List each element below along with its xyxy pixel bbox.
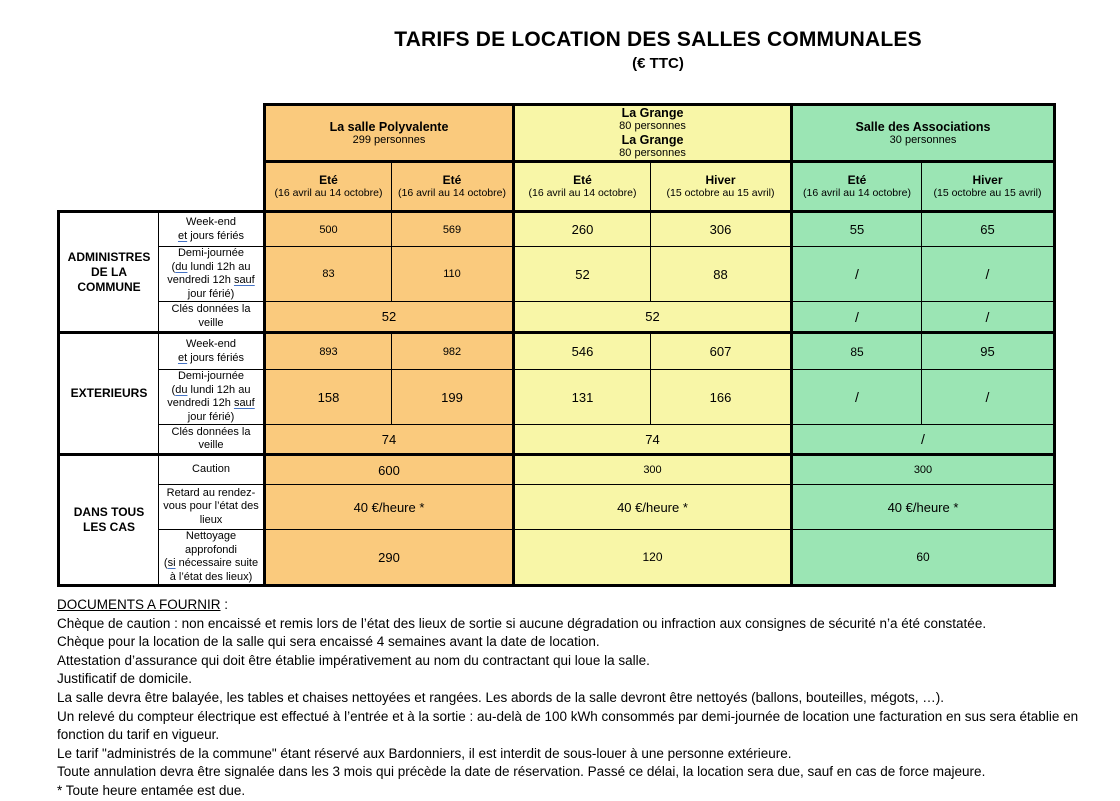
row-label-cles: Clés données la veille	[159, 302, 265, 333]
row-label-demi-journee	[159, 247, 265, 302]
documents-heading-text: DOCUMENTS A FOURNIR	[57, 597, 221, 612]
corner-blank	[59, 162, 265, 212]
underlined-word: du	[175, 383, 188, 396]
season-header	[392, 162, 514, 212]
price-cell: 131	[514, 370, 651, 425]
price-cell: 158	[265, 370, 392, 425]
price-cell: 83	[265, 247, 392, 302]
season-dates: (15 octobre au 15 avril)	[666, 187, 775, 200]
price-cell: 95	[922, 333, 1055, 370]
note-line: Chèque de caution : non encaissé et remis lors de l’état des lieux de sortie si aucune dégradation ou infraction aux consignes de sécurité n’a été constatée.	[57, 615, 987, 631]
season-dates: (16 avril au 14 octobre)	[528, 187, 637, 200]
season-name: Eté	[319, 173, 338, 188]
price-cell: 607	[651, 333, 792, 370]
price-cell: 120	[514, 530, 792, 586]
documents-heading	[57, 596, 1105, 615]
price-cell: 40 €/heure *	[792, 485, 1055, 530]
row-label-text	[161, 557, 261, 584]
page-subtitle: (€ TTC)	[632, 55, 684, 72]
group-header-associations	[792, 105, 1055, 162]
note-line: Le tarif "administrés de la commune" étant réservé aux Bardonniers, il est interdit de sous-louer à une personne extérieure.	[57, 745, 792, 761]
price-cell: 893	[265, 333, 392, 370]
row-label-rest: jour férié)	[187, 410, 235, 423]
group-capacity: 80 personnes	[619, 120, 686, 132]
row-label-weekend	[159, 212, 265, 247]
price-cell: 52	[514, 302, 792, 333]
row-label-nettoyage	[159, 530, 265, 586]
season-header	[792, 162, 922, 212]
group-name: La Grange	[621, 133, 684, 147]
row-label-text	[161, 230, 261, 244]
season-header	[651, 162, 792, 212]
row-label-rest: (	[171, 383, 176, 396]
row-label-retard: Retard au rendez-vous pour l’état des lieux	[159, 485, 265, 530]
price-cell: /	[792, 302, 922, 333]
row-label-demi-journee	[159, 370, 265, 425]
group-capacity: 299 personnes	[352, 133, 426, 146]
row-label-text	[161, 352, 261, 366]
underlined-word: et	[177, 229, 188, 242]
tariff-table	[57, 103, 1056, 587]
season-header	[514, 162, 651, 212]
row-label-cles: Clés données la veille	[159, 425, 265, 455]
row-label-rest: lundi 12h au vendredi 12h	[167, 383, 251, 409]
price-cell: 60	[792, 530, 1055, 586]
price-cell: 546	[514, 333, 651, 370]
season-dates: (16 avril au 14 octobre)	[803, 187, 911, 200]
price-cell: 110	[392, 247, 514, 302]
row-label-text	[161, 261, 261, 302]
price-cell: 88	[651, 247, 792, 302]
price-cell: /	[922, 302, 1055, 333]
row-label-rest: jours fériés	[187, 229, 245, 242]
row-label-rest: jours fériés	[187, 351, 245, 364]
row-label-text: Week-end	[186, 216, 236, 228]
season-name: Eté	[573, 173, 592, 188]
season-name: Hiver	[705, 173, 736, 188]
price-cell: 300	[792, 455, 1055, 485]
note-line: Justificatif de domicile.	[57, 671, 193, 687]
group-name: La Grange	[621, 106, 684, 120]
price-cell: 52	[514, 247, 651, 302]
page-title: TARIFS DE LOCATION DES SALLES COMMUNALES	[394, 28, 922, 51]
note-line: La salle devra être balayée, les tables et chaises nettoyées et rangées. Les abords de la salle devront être nettoyés (ballons, bouteilles, mégots, …).	[57, 689, 945, 705]
row-label-rest: (	[171, 260, 176, 273]
underlined-word: si	[167, 557, 176, 569]
season-dates: (15 octobre au 15 avril)	[933, 187, 1042, 200]
corner-blank	[59, 105, 265, 162]
price-cell: 74	[514, 425, 792, 455]
price-cell: 500	[265, 212, 392, 247]
price-cell: /	[792, 370, 922, 425]
note-line: * Toute heure entamée est due.	[57, 782, 246, 798]
documents-heading-colon: :	[220, 597, 229, 612]
row-label-caution: Caution	[159, 455, 265, 485]
underlined-word: du	[175, 260, 188, 273]
price-cell: 40 €/heure *	[265, 485, 514, 530]
row-label-text: Nettoyage approfondi	[185, 530, 237, 556]
season-dates: (16 avril au 14 octobre)	[274, 187, 383, 200]
price-cell: 600	[265, 455, 514, 485]
price-cell: /	[922, 247, 1055, 302]
season-header	[265, 162, 392, 212]
price-cell: 290	[265, 530, 514, 586]
price-cell: 40 €/heure *	[514, 485, 792, 530]
price-cell: 199	[392, 370, 514, 425]
underlined-word: sauf	[233, 397, 255, 409]
row-label-weekend	[159, 333, 265, 370]
price-cell: /	[792, 247, 922, 302]
price-cell: /	[922, 370, 1055, 425]
price-cell: /	[792, 425, 1055, 455]
group-name: Salle des Associations	[855, 119, 991, 134]
row-label-rest: (	[163, 557, 168, 569]
row-label-rest: jour férié)	[187, 287, 235, 300]
season-header	[922, 162, 1055, 212]
note-line: Chèque pour la location de la salle qui sera encaissé 4 semaines avant la date de location.	[57, 634, 600, 650]
price-cell: 74	[265, 425, 514, 455]
price-cell: 166	[651, 370, 792, 425]
group-header-polyvalente	[265, 105, 514, 162]
season-name: Eté	[847, 173, 867, 188]
group-name: La salle Polyvalente	[329, 119, 449, 134]
row-label-text: Demi-journée	[177, 370, 245, 382]
section-label-administres: ADMINISTRES DE LA COMMUNE	[59, 212, 159, 333]
price-cell: 55	[792, 212, 922, 247]
note-line: Toute annulation devra être signalée dans les 3 mois qui précède la date de réservation. Passé ce délai, la location sera due, sauf en cas de force majeure.	[57, 764, 986, 780]
underlined-word: sauf	[233, 274, 255, 286]
section-label-exterieurs: EXTERIEURS	[59, 333, 159, 455]
row-label-text: Demi-journée	[177, 247, 245, 259]
underlined-word: et	[177, 351, 188, 364]
document-header	[263, 28, 1053, 72]
price-cell: 982	[392, 333, 514, 370]
price-cell: 52	[265, 302, 514, 333]
price-cell: 306	[651, 212, 792, 247]
note-line: Un relevé du compteur électrique est effectué à l’entrée et à la sortie : au-delà de 100 kWh consommés par demi-journée de location une facturation en sus sera établie en fonction du tarif en vigueur.	[57, 708, 1079, 743]
documents-notes	[57, 596, 1105, 801]
row-label-text: Week-end	[186, 338, 236, 350]
price-cell: 65	[922, 212, 1055, 247]
group-capacity: 30 personnes	[889, 133, 957, 146]
season-name: Eté	[442, 173, 462, 188]
row-label-rest: lundi 12h au vendredi 12h	[167, 260, 251, 286]
group-header-grange	[514, 105, 792, 162]
price-cell: 300	[514, 455, 792, 485]
section-label-dans-tous-les-cas: DANS TOUS LES CAS	[59, 455, 159, 586]
season-name: Hiver	[972, 173, 1003, 188]
row-label-rest: nécessaire suite à l’état des lieux)	[169, 557, 259, 583]
price-cell: 260	[514, 212, 651, 247]
season-dates: (16 avril au 14 octobre)	[398, 187, 506, 200]
price-cell: 569	[392, 212, 514, 247]
group-capacity: 80 personnes	[619, 147, 686, 159]
row-label-text	[161, 384, 261, 425]
note-line: Attestation d’assurance qui doit être établie impérativement au nom du contractant qui loue la salle.	[57, 652, 650, 668]
price-cell: 85	[792, 333, 922, 370]
